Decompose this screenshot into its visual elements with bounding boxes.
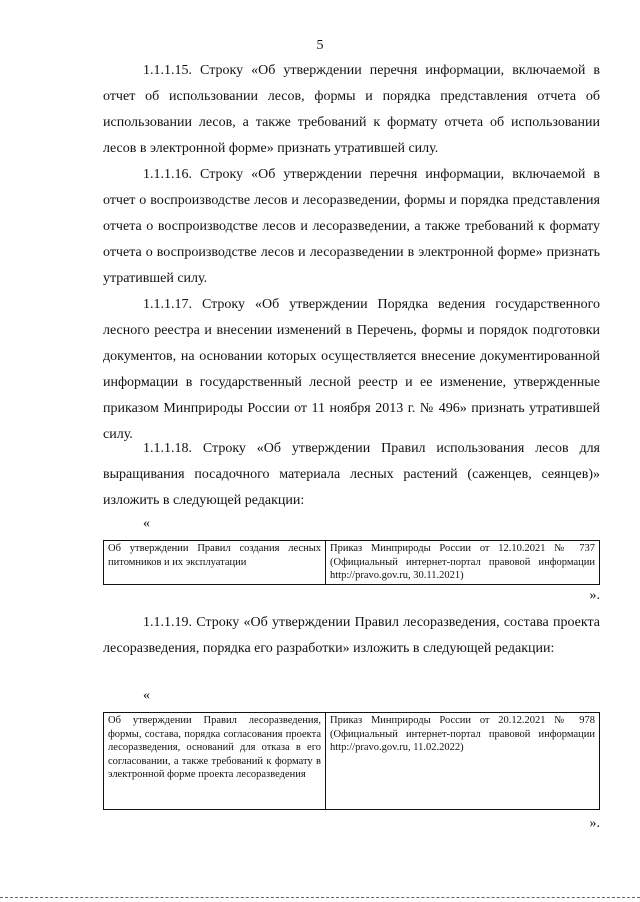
- paragraph-text: 1.1.1.19. Строку «Об утверждении Правил лесоразведения, состава проекта лесоразведения, порядка его разработки» изложить в следующей редакции:: [103, 615, 600, 656]
- closing-quote: ».: [589, 816, 600, 831]
- opening-quote: «: [143, 688, 150, 703]
- table-row: [104, 541, 600, 585]
- paragraph-1-1-1-17: [103, 292, 600, 448]
- paragraph-text: 1.1.1.17. Строку «Об утверждении Порядка ведения государственного лесного реестра и внесении изменений в Перечень, формы и порядок подготовки документов, на основании которых осуществляется внесение документированной информации в государственный лесной реестр и ее изменение, утвержденные приказом Минприроды России от 11 ноября 2013 г. № 496» признать утратившей силу.: [103, 297, 600, 442]
- amendment-table-1: [103, 540, 600, 585]
- closing-quote: ».: [589, 588, 600, 603]
- table-cell-title: Об утверждении Правил создания лесных питомников и их эксплуатации: [104, 541, 326, 585]
- paragraph-text: 1.1.1.15. Строку «Об утверждении перечня информации, включаемой в отчет об использовании лесов, формы и порядка представления отчета об использовании лесов, а также требований к формату отчета об использовании лесов в электронной форме» признать утратившей силу.: [103, 63, 600, 156]
- table-cell-source: Приказ Минприроды России от 12.10.2021 № 737 (Официальный интернет-портал правовой информации http://pravo.gov.ru, 30.11.2021): [326, 541, 600, 585]
- amendment-table-2: [103, 712, 600, 810]
- table-cell-title: Об утверждении Правил лесоразведения, формы, состава, порядка согласования проекта лесоразведения, оснований для отказа в его согласовании, а также требований к формату в электронной форме проекта лесоразведения: [104, 713, 326, 810]
- paragraph-1-1-1-19: [103, 610, 600, 662]
- paragraph-1-1-1-16: [103, 162, 600, 292]
- opening-quote: «: [143, 516, 150, 531]
- paragraph-1-1-1-15: [103, 58, 600, 162]
- paragraph-text: 1.1.1.18. Строку «Об утверждении Правил использования лесов для выращивания посадочного материала лесных растений (саженцев, сеянцев)» изложить в следующей редакции:: [103, 441, 600, 508]
- page-bottom-rule: [0, 897, 640, 898]
- page-number: 5: [316, 38, 324, 53]
- paragraph-text: 1.1.1.16. Строку «Об утверждении перечня информации, включаемой в отчет о воспроизводстве лесов и лесоразведении, формы и порядка представления отчета о воспроизводстве лесов и лесоразведении, а также требований к формату отчета о воспроизводстве лесов и лесоразведении в электронной форме» признать утратившей силу.: [103, 167, 600, 286]
- table-row: [104, 713, 600, 810]
- table-cell-source: Приказ Минприроды России от 20.12.2021 № 978 (Официальный интернет-портал правовой информации http://pravo.gov.ru, 11.02.2022): [326, 713, 600, 810]
- paragraph-1-1-1-18: [103, 436, 600, 514]
